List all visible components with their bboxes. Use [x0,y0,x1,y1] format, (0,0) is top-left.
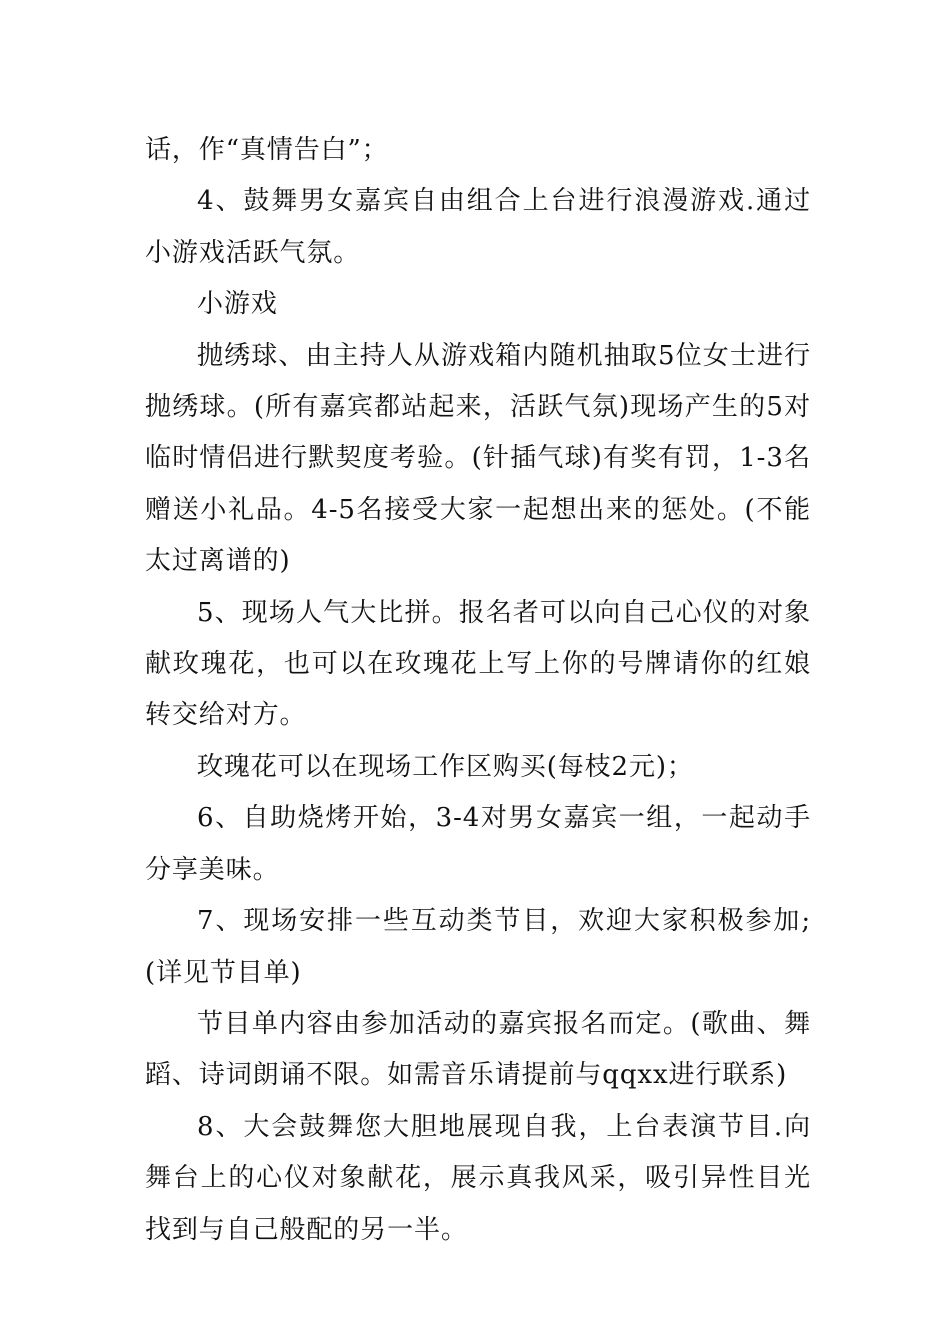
paragraph-continuation: 话，作“真情告白”； [145,135,389,165]
paragraph-item-7: 7、现场安排一些互动类节目，欢迎大家积极参加;(详见节目单) [145,906,811,988]
paragraph-subheading-mini-game: 小游戏 [197,289,278,320]
paragraph-item-8: 8、大会鼓舞您大胆地展现自我，上台表演节目.向舞台上的心仪对象献花，展示真我风采，吸引异性目光找到与自己般配的另一半。 [145,1111,811,1245]
paragraph-item-6: 6、自助烧烤开始，3-4对男女嘉宾一组，一起动手分享美味。 [145,803,811,885]
paragraph-throw-ball-game: 抛绣球、由主持人从游戏箱内随机抽取5位女士进行抛绣球。(所有嘉宾都站起来，活跃气氛)现场产生的5对临时情侣进行默契度考验。(针插气球)有奖有罚，1-3名赠送小礼品。4-5名接受大家一起想出来的惩处。(不能太过离谱的) [145,340,811,577]
paragraph-item-4: 4、鼓舞男女嘉宾自由组合上台进行浪漫游戏.通过小游戏活跃气氛。 [145,186,811,268]
document-body [145,125,811,1256]
paragraph-program-list: 节目单内容由参加活动的嘉宾报名而定。(歌曲、舞蹈、诗词朗诵不限。如需音乐请提前与qqxx进行联系) [145,1008,811,1091]
paragraph-rose-purchase: 玫瑰花可以在现场工作区购买(每枝2元)； [197,751,694,782]
paragraph-item-5: 5、现场人气大比拼。报名者可以向自己心仪的对象献玫瑰花，也可以在玫瑰花上写上你的号牌请你的红娘转交给对方。 [145,597,811,731]
